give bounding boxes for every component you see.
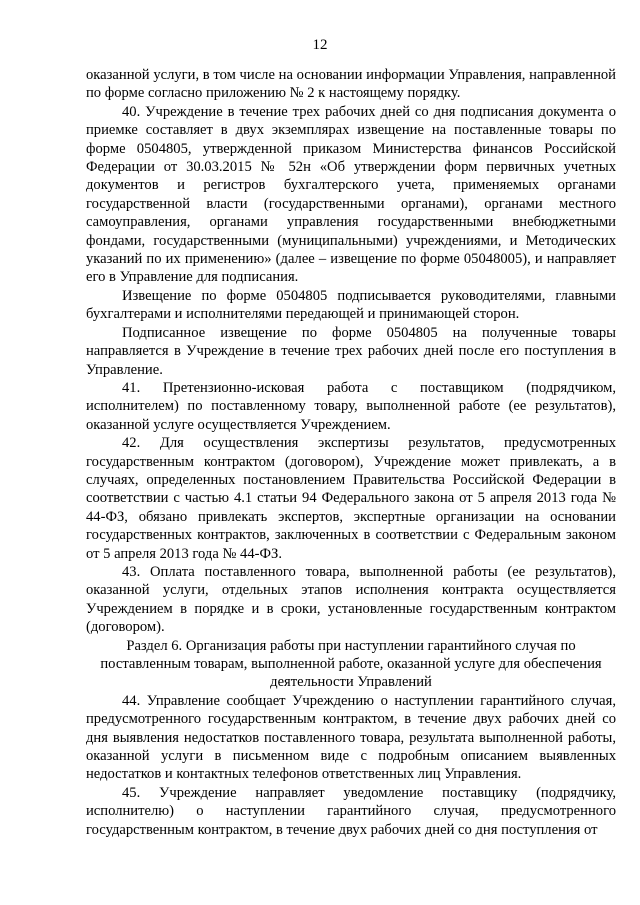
paragraph-44: 44. Управление сообщает Учреждению о наступлении гарантийного случая, предусмотренного государственным контрактом, в течение двух рабочих дней со дня выявления недостатков поставленного товара, результата выполненной работы, оказанной услуги в письменном виде с подробным описанием выявленных недостатков и контактных телефонов ответственных лиц Управления. <box>86 692 616 783</box>
paragraph-41: 41. Претензионно-исковая работа с поставщиком (подрядчиком, исполнителем) по поставленному товару, выполненной работе (ее результатов), оказанной услуге осуществляется Учреждением. <box>86 379 616 433</box>
page-number: 12 <box>312 37 328 53</box>
paragraph-40-return: Подписанное извещение по форме 0504805 на полученные товары направляется в Учреждение в течение трех рабочих дней после его поступления в Управление. <box>86 324 616 378</box>
document-body <box>86 66 616 839</box>
paragraph-42: 42. Для осуществления экспертизы результатов, предусмотренных государственным контрактом (договором), Учреждение может привлекать, а в случаях, определенных постановлением Правительства Российской Федерации в соответствии с частью 4.1 статьи 94 Федерального закона от 5 апреля 2013 года № 44-ФЗ, обязано привлекать экспертов, экспертные организации на основании государственных контрактов, заключенных в соответствии с Федеральным законом от 5 апреля 2013 года № 44-ФЗ. <box>86 435 616 562</box>
paragraph-continuation: оказанной услуги, в том числе на основании информации Управления, направленной по форме согласно приложению № 2 к настоящему порядку. <box>86 67 616 102</box>
paragraph-45: 45. Учреждение направляет уведомление поставщику (подрядчику, исполнителю) о наступлении гарантийного случая, предусмотренного государственным контрактом, в течение двух рабочих дней со дня поступления от <box>86 784 616 838</box>
paragraph-40-signing: Извещение по форме 0504805 подписывается руководителями, главными бухгалтерами и исполнителями передающей и принимающей сторон. <box>86 287 616 323</box>
section-6-heading: Раздел 6. Организация работы при наступлении гарантийного случая по поставленным товарам, выполненной работе, оказанной услуге для обеспечения деятельности Управлений <box>100 637 602 691</box>
paragraph-43: 43. Оплата поставленного товара, выполненной работы (ее результатов), оказанной услуги, отдельных этапов исполнения контракта осуществляется Учреждением в порядке и в сроки, установленные государственным контрактом (договором). <box>86 563 616 636</box>
paragraph-40: 40. Учреждение в течение трех рабочих дней со дня подписания документа о приемке составляет в двух экземплярах извещение на поставленные товары по форме 0504805, утвержденной приказом Министерства финансов Российской Федерации от 30.03.2015 № 52н «Об утверждении форм первичных учетных документов и регистров бухгалтерского учета, применяемых органами государственной власти (государственными органами), органами местного самоуправления, органами управления государственными внебюджетными фондами, государственными (муниципальными) учреждениями, и Методических указаний по их применению» (далее – извещение по форме 05048005), и направляет его в Управление для подписания. <box>86 103 616 286</box>
